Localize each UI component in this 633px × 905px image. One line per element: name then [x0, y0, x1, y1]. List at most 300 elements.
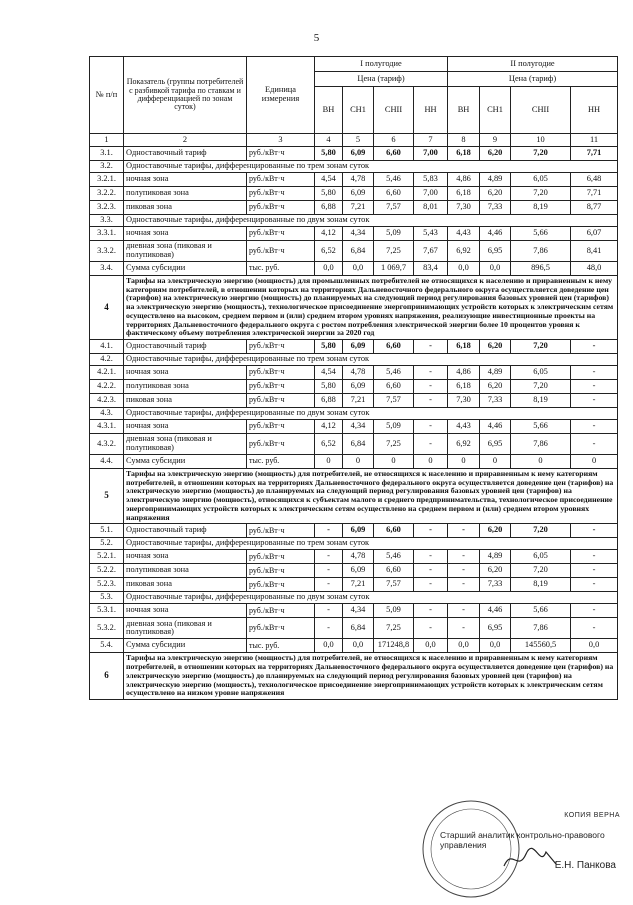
tariff-value-cell: 0,0 — [480, 262, 511, 276]
tariff-value-cell: - — [448, 550, 480, 564]
tariff-value-cell: 0 — [571, 455, 618, 469]
row-label: полупиковая зона — [124, 187, 247, 201]
tariff-value-cell: 0,0 — [315, 262, 343, 276]
tariff-value-cell: 7,25 — [374, 434, 414, 455]
tariff-value-cell: 4,34 — [343, 420, 374, 434]
row-label: дневная зона (пиковая и полупиковая) — [124, 241, 247, 262]
row-number: 3.2.2. — [90, 187, 124, 201]
subsection-label: Одноставочные тарифы, дифференцированные по двум зонам суток — [124, 592, 618, 604]
row-unit: руб./кВт·ч — [247, 340, 315, 354]
tariff-value-cell: - — [571, 550, 618, 564]
tariff-value-cell: 4,12 — [315, 227, 343, 241]
tariff-value-cell: - — [414, 564, 448, 578]
row-number: 3.4. — [90, 262, 124, 276]
table-row — [90, 241, 618, 262]
tariff-value-cell: 5,80 — [315, 147, 343, 161]
tariff-value-cell: 4,78 — [343, 550, 374, 564]
subsection-label: Одноставочные тарифы, дифференцированные по трем зонам суток — [124, 354, 618, 366]
column-number: 7 — [414, 134, 448, 147]
subsection-label: Одноставочные тарифы, дифференцированные по трем зонам суток — [124, 538, 618, 550]
tariff-value-cell: 6,07 — [571, 227, 618, 241]
table-row — [90, 524, 618, 538]
table-header — [90, 57, 618, 147]
tariff-value-cell: 7,71 — [571, 147, 618, 161]
tariff-value-cell: 6,18 — [448, 147, 480, 161]
subsection-label: Одноставочные тарифы, дифференцированные по трем зонам суток — [124, 161, 618, 173]
tariff-value-cell: - — [315, 550, 343, 564]
tariff-value-cell: 6,20 — [480, 187, 511, 201]
column-number: 9 — [480, 134, 511, 147]
tariff-value-cell: 1 069,7 — [374, 262, 414, 276]
table-row — [90, 604, 618, 618]
tariff-value-cell: 7,57 — [374, 201, 414, 215]
level-header: СНII — [374, 87, 414, 134]
row-number: 4.1. — [90, 340, 124, 354]
row-number: 3.1. — [90, 147, 124, 161]
tariff-value-cell: 6,09 — [343, 380, 374, 394]
tariff-value-cell: - — [448, 524, 480, 538]
subsection-row — [90, 161, 618, 173]
row-unit: руб./кВт·ч — [247, 564, 315, 578]
row-label: полупиковая зона — [124, 380, 247, 394]
tariff-value-cell: - — [571, 340, 618, 354]
row-label: Одноставочный тариф — [124, 524, 247, 538]
section-row — [90, 469, 618, 524]
tariff-value-cell: 7,33 — [480, 394, 511, 408]
tariff-value-cell: 6,60 — [374, 524, 414, 538]
tariff-value-cell: - — [571, 420, 618, 434]
tariff-value-cell: - — [414, 394, 448, 408]
tariff-value-cell: 8,41 — [571, 241, 618, 262]
level-header: НН — [571, 87, 618, 134]
tariff-value-cell: 0,0 — [315, 639, 343, 653]
row-label: пиковая зона — [124, 578, 247, 592]
tariff-value-cell: 5,66 — [511, 227, 571, 241]
tariff-value-cell: 0,0 — [448, 639, 480, 653]
row-number: 5.3. — [90, 592, 124, 604]
row-label: Одноставочный тариф — [124, 147, 247, 161]
subsection-label: Одноставочные тарифы, дифференцированные по двум зонам суток — [124, 408, 618, 420]
tariff-value-cell: 4,78 — [343, 173, 374, 187]
row-number: 5.3.2. — [90, 618, 124, 639]
table-row — [90, 366, 618, 380]
tariff-value-cell: 7,67 — [414, 241, 448, 262]
tariff-value-cell: 4,46 — [480, 227, 511, 241]
subsection-label: Одноставочные тарифы, дифференцированные по двум зонам суток — [124, 215, 618, 227]
subsection-row — [90, 592, 618, 604]
tariff-value-cell: 4,54 — [315, 366, 343, 380]
tariff-value-cell: 6,48 — [571, 173, 618, 187]
level-header: СН1 — [343, 87, 374, 134]
tariff-value-cell: 6,84 — [343, 618, 374, 639]
tariff-value-cell: 7,71 — [571, 187, 618, 201]
table-row — [90, 173, 618, 187]
tariff-value-cell: 6,88 — [315, 394, 343, 408]
row-label: ночная зона — [124, 173, 247, 187]
tariff-value-cell: - — [414, 380, 448, 394]
tariff-value-cell: 5,46 — [374, 173, 414, 187]
table-row — [90, 455, 618, 469]
tariff-value-cell: 0,0 — [343, 639, 374, 653]
row-label: ночная зона — [124, 604, 247, 618]
tariff-value-cell: 6,20 — [480, 524, 511, 538]
tariff-value-cell: - — [571, 380, 618, 394]
tariff-value-cell: 6,09 — [343, 340, 374, 354]
tariff-value-cell: 6,52 — [315, 434, 343, 455]
stamp-position: Старший аналитик контрольно-правового управления — [440, 830, 605, 850]
table-row — [90, 618, 618, 639]
tariff-value-cell: - — [571, 366, 618, 380]
tariff-value-cell: 8,19 — [511, 578, 571, 592]
tariff-value-cell: 896,5 — [511, 262, 571, 276]
tariff-value-cell: 5,66 — [511, 604, 571, 618]
row-number: 4.3.1. — [90, 420, 124, 434]
row-number: 3.2.1. — [90, 173, 124, 187]
tariff-value-cell: 7,20 — [511, 340, 571, 354]
row-label: пиковая зона — [124, 201, 247, 215]
tariff-value-cell: 5,46 — [374, 366, 414, 380]
table-row — [90, 550, 618, 564]
tariff-value-cell: 6,09 — [343, 564, 374, 578]
row-number: 5.3.1. — [90, 604, 124, 618]
tariff-value-cell: 7,20 — [511, 380, 571, 394]
tariff-value-cell: 4,12 — [315, 420, 343, 434]
row-number: 3.2. — [90, 161, 124, 173]
table-row — [90, 340, 618, 354]
tariff-value-cell: 7,57 — [374, 394, 414, 408]
table-body — [90, 147, 618, 700]
table-row — [90, 187, 618, 201]
column-number: 4 — [315, 134, 343, 147]
row-unit: тыс. руб. — [247, 262, 315, 276]
tariff-value-cell: 6,20 — [480, 340, 511, 354]
row-label: Сумма субсидии — [124, 639, 247, 653]
tariff-value-cell: 0,0 — [448, 262, 480, 276]
row-number: 5.2.1. — [90, 550, 124, 564]
tariff-value-cell: 7,20 — [511, 524, 571, 538]
tariff-value-cell: 7,20 — [511, 564, 571, 578]
tariff-value-cell: 8,01 — [414, 201, 448, 215]
tariff-value-cell: 48,0 — [571, 262, 618, 276]
stamp-signer-name: Е.Н. Панкова — [554, 860, 616, 871]
row-number: 4.3.2. — [90, 434, 124, 455]
row-unit: руб./кВт·ч — [247, 147, 315, 161]
row-number: 4.2.1. — [90, 366, 124, 380]
row-label: дневная зона (пиковая и полупиковая) — [124, 618, 247, 639]
tariff-value-cell: 4,78 — [343, 366, 374, 380]
table-row — [90, 639, 618, 653]
tariff-value-cell: 7,33 — [480, 201, 511, 215]
unit-header: Единица измерения — [247, 57, 315, 134]
tariff-value-cell: 4,89 — [480, 366, 511, 380]
page-number: 5 — [313, 32, 320, 44]
tariff-value-cell: 0 — [448, 455, 480, 469]
tariff-value-cell: 8,19 — [511, 394, 571, 408]
tariff-value-cell: 0,0 — [414, 639, 448, 653]
level-header: ВН — [448, 87, 480, 134]
tariff-value-cell: 6,92 — [448, 241, 480, 262]
tariff-value-cell: - — [414, 604, 448, 618]
tariff-value-cell: 8,77 — [571, 201, 618, 215]
row-unit: руб./кВт·ч — [247, 434, 315, 455]
tariff-value-cell: 4,34 — [343, 227, 374, 241]
tariff-value-cell: 5,83 — [414, 173, 448, 187]
tariff-value-cell: 7,20 — [511, 147, 571, 161]
tariff-value-cell: 7,86 — [511, 434, 571, 455]
section-description: Тарифы на электрическую энергию (мощность) для промышленных потребителей не относящихся к населению и приравненным к нему категориям потребителей, в отношении которых на территориях Дальневосточного федерального округа осуществляется доведение цен (тарифов) на электрическую энергию (мощность) до планируемых на следующий период регулирования базовых уровней цен (тарифов) на электрическую энергию (мощность), технологическое присоединение энергопринимающих устройств которых к электрическим сетям осуществлено на высоком, среднем первом и (или) среднем втором уровнях напряжения, реализующие инвестиционные проекты на территориях Дальневосточного федерального округа с ростом потребления электрической энергии более 10 процентов уровня к фактическому объему потребления электрической энергии за 2020 год — [124, 276, 618, 340]
tariff-value-cell: 4,46 — [480, 420, 511, 434]
table-row — [90, 201, 618, 215]
tariff-value-cell: 7,57 — [374, 578, 414, 592]
tariff-value-cell: 8,19 — [511, 201, 571, 215]
subsection-row — [90, 538, 618, 550]
tariff-value-cell: 6,05 — [511, 550, 571, 564]
tariff-value-cell: - — [571, 578, 618, 592]
tariff-value-cell: 5,80 — [315, 340, 343, 354]
row-label: ночная зона — [124, 227, 247, 241]
row-number: 4.3. — [90, 408, 124, 420]
row-unit: руб./кВт·ч — [247, 366, 315, 380]
row-unit: руб./кВт·ч — [247, 524, 315, 538]
tariff-value-cell: 5,80 — [315, 187, 343, 201]
tariff-value-cell: 7,20 — [511, 187, 571, 201]
tariff-value-cell: 6,05 — [511, 173, 571, 187]
tariff-value-cell: - — [448, 578, 480, 592]
half1-header: I полугодие — [315, 57, 448, 72]
tariff-value-cell: 7,00 — [414, 147, 448, 161]
tariff-value-cell: 4,43 — [448, 227, 480, 241]
column-number-row — [90, 134, 618, 147]
section-row — [90, 276, 618, 340]
tariff-value-cell: 6,92 — [448, 434, 480, 455]
indicator-header: Показатель (группы потребителей с разбивкой тарифа по ставкам и дифференциацией по зонам суток) — [124, 57, 247, 134]
tariff-value-cell: 6,84 — [343, 434, 374, 455]
tariff-value-cell: 4,43 — [448, 420, 480, 434]
row-label: Сумма субсидии — [124, 262, 247, 276]
row-number: 4.2.2. — [90, 380, 124, 394]
tariff-value-cell: 7,86 — [511, 618, 571, 639]
section-number: 6 — [90, 653, 124, 700]
level-header: НН — [414, 87, 448, 134]
row-label: дневная зона (пиковая и полупиковая) — [124, 434, 247, 455]
tariff-value-cell: - — [414, 434, 448, 455]
tariff-value-cell: 0 — [414, 455, 448, 469]
tariff-value-cell: 0,0 — [571, 639, 618, 653]
tariff-value-cell: 6,95 — [480, 618, 511, 639]
subsection-row — [90, 354, 618, 366]
row-unit: руб./кВт·ч — [247, 227, 315, 241]
certification-stamp — [430, 808, 620, 884]
tariff-value-cell: - — [414, 618, 448, 639]
tariff-value-cell: 6,09 — [343, 524, 374, 538]
half2-header: II полугодие — [448, 57, 618, 72]
tariff-value-cell: - — [571, 604, 618, 618]
tariff-value-cell: 7,21 — [343, 394, 374, 408]
tariff-value-cell: - — [571, 434, 618, 455]
tariff-value-cell: 0,0 — [343, 262, 374, 276]
column-number: 5 — [343, 134, 374, 147]
level-header: СН1 — [480, 87, 511, 134]
price-header-1: Цена (тариф) — [315, 72, 448, 87]
row-number: 5.2.3. — [90, 578, 124, 592]
tariff-value-cell: 5,43 — [414, 227, 448, 241]
tariff-value-cell: 6,84 — [343, 241, 374, 262]
row-number: 3.2.3. — [90, 201, 124, 215]
tariff-value-cell: 5,09 — [374, 227, 414, 241]
row-number: 5.4. — [90, 639, 124, 653]
tariff-value-cell: 7,30 — [448, 201, 480, 215]
table-row — [90, 262, 618, 276]
row-number: 4.4. — [90, 455, 124, 469]
tariff-value-cell: - — [414, 340, 448, 354]
tariff-value-cell: 7,21 — [343, 578, 374, 592]
tariff-value-cell: 5,09 — [374, 420, 414, 434]
tariff-value-cell: - — [414, 366, 448, 380]
tariff-value-cell: 145560,5 — [511, 639, 571, 653]
table-row — [90, 394, 618, 408]
tariff-value-cell: 4,89 — [480, 550, 511, 564]
tariff-value-cell: 6,60 — [374, 380, 414, 394]
tariff-value-cell: 7,30 — [448, 394, 480, 408]
tariff-value-cell: 0 — [511, 455, 571, 469]
tariff-value-cell: 4,86 — [448, 366, 480, 380]
row-number: 3.3.2. — [90, 241, 124, 262]
tariff-value-cell: - — [315, 604, 343, 618]
tariff-value-cell: 0 — [343, 455, 374, 469]
row-label: полупиковая зона — [124, 564, 247, 578]
tariff-value-cell: 6,20 — [480, 564, 511, 578]
tariff-value-cell: - — [571, 394, 618, 408]
tariff-value-cell: 6,52 — [315, 241, 343, 262]
tariff-value-cell: 5,66 — [511, 420, 571, 434]
tariff-value-cell: 7,86 — [511, 241, 571, 262]
row-number: 5.2. — [90, 538, 124, 550]
tariff-value-cell: 7,25 — [374, 241, 414, 262]
tariff-value-cell: 83,4 — [414, 262, 448, 276]
tariff-value-cell: 6,20 — [480, 380, 511, 394]
tariff-value-cell: - — [448, 564, 480, 578]
tariff-value-cell: - — [315, 564, 343, 578]
section-description: Тарифы на электрическую энергию (мощность) для потребителей, не относящихся к населению и приравненным к нему категориям потребителей, в отношении которых на территориях Дальневосточного федерального округа осуществляется доведение цен (тарифов) на электрическую энергию (мощность) до планируемых на следующий период регулирования базовых уровней цен (тарифов) на электрическую энергию (мощность), технологическое присоединение энергопринимающих устройств которых к электрическим сетям осуществлено на низком уровне напряжения — [124, 653, 618, 700]
row-number: 3.3.1. — [90, 227, 124, 241]
tariff-value-cell: 5,09 — [374, 604, 414, 618]
tariff-value-cell: 7,33 — [480, 578, 511, 592]
column-number: 3 — [247, 134, 315, 147]
row-number: 3.3. — [90, 215, 124, 227]
column-number: 11 — [571, 134, 618, 147]
row-number: 5.1. — [90, 524, 124, 538]
tariff-value-cell: - — [571, 618, 618, 639]
section-number: 4 — [90, 276, 124, 340]
row-number: 5.2.2. — [90, 564, 124, 578]
row-label: Одноставочный тариф — [124, 340, 247, 354]
subsection-row — [90, 408, 618, 420]
tariff-value-cell: - — [448, 604, 480, 618]
tariff-value-cell: 6,20 — [480, 147, 511, 161]
price-header-2: Цена (тариф) — [448, 72, 618, 87]
row-unit: руб./кВт·ч — [247, 187, 315, 201]
row-unit: руб./кВт·ч — [247, 241, 315, 262]
tariff-value-cell: - — [315, 618, 343, 639]
tariff-value-cell: 4,46 — [480, 604, 511, 618]
num-header: № п/п — [90, 57, 124, 134]
row-number: 4.2.3. — [90, 394, 124, 408]
tariff-value-cell: - — [414, 524, 448, 538]
column-number: 2 — [124, 134, 247, 147]
tariff-value-cell: 7,21 — [343, 201, 374, 215]
table-row — [90, 434, 618, 455]
row-unit: руб./кВт·ч — [247, 550, 315, 564]
row-unit: руб./кВт·ч — [247, 394, 315, 408]
tariff-value-cell: 6,95 — [480, 434, 511, 455]
row-label: ночная зона — [124, 420, 247, 434]
table-row — [90, 578, 618, 592]
column-number: 1 — [90, 134, 124, 147]
tariff-value-cell: 5,80 — [315, 380, 343, 394]
tariff-value-cell: 6,95 — [480, 241, 511, 262]
tariff-value-cell: - — [448, 618, 480, 639]
stamp-title: КОПИЯ ВЕРНА — [564, 812, 620, 819]
tariff-value-cell: 4,89 — [480, 173, 511, 187]
tariff-value-cell: 0 — [374, 455, 414, 469]
level-header: ВН — [315, 87, 343, 134]
tariff-value-cell: 6,88 — [315, 201, 343, 215]
tariff-value-cell: 6,60 — [374, 147, 414, 161]
tariff-value-cell: 6,18 — [448, 340, 480, 354]
tariff-value-cell: 6,60 — [374, 340, 414, 354]
tariff-value-cell: 0,0 — [480, 639, 511, 653]
tariff-value-cell: - — [414, 550, 448, 564]
row-label: ночная зона — [124, 366, 247, 380]
tariff-value-cell: - — [414, 578, 448, 592]
tariff-value-cell: 4,86 — [448, 173, 480, 187]
section-row — [90, 653, 618, 700]
table-row — [90, 227, 618, 241]
tariff-table — [89, 56, 618, 700]
column-number: 6 — [374, 134, 414, 147]
row-label: ночная зона — [124, 550, 247, 564]
tariff-value-cell: 6,60 — [374, 187, 414, 201]
table-row — [90, 564, 618, 578]
column-number: 8 — [448, 134, 480, 147]
tariff-value-cell: 4,54 — [315, 173, 343, 187]
tariff-value-cell: - — [315, 578, 343, 592]
row-unit: руб./кВт·ч — [247, 618, 315, 639]
tariff-value-cell: - — [315, 524, 343, 538]
tariff-value-cell: 6,60 — [374, 564, 414, 578]
tariff-value-cell: 0 — [315, 455, 343, 469]
tariff-value-cell: 7,25 — [374, 618, 414, 639]
tariff-value-cell: 171248,8 — [374, 639, 414, 653]
subsection-row — [90, 215, 618, 227]
tariff-value-cell: 6,18 — [448, 380, 480, 394]
row-unit: руб./кВт·ч — [247, 173, 315, 187]
row-number: 4.2. — [90, 354, 124, 366]
table-row — [90, 420, 618, 434]
tariff-value-cell: - — [571, 564, 618, 578]
table-row — [90, 147, 618, 161]
tariff-value-cell: - — [571, 524, 618, 538]
tariff-value-cell: 6,09 — [343, 147, 374, 161]
level-header: СНII — [511, 87, 571, 134]
row-label: Сумма субсидии — [124, 455, 247, 469]
row-unit: руб./кВт·ч — [247, 578, 315, 592]
table-row — [90, 380, 618, 394]
row-unit: руб./кВт·ч — [247, 201, 315, 215]
row-unit: руб./кВт·ч — [247, 420, 315, 434]
row-unit: тыс. руб. — [247, 639, 315, 653]
tariff-value-cell: - — [414, 420, 448, 434]
